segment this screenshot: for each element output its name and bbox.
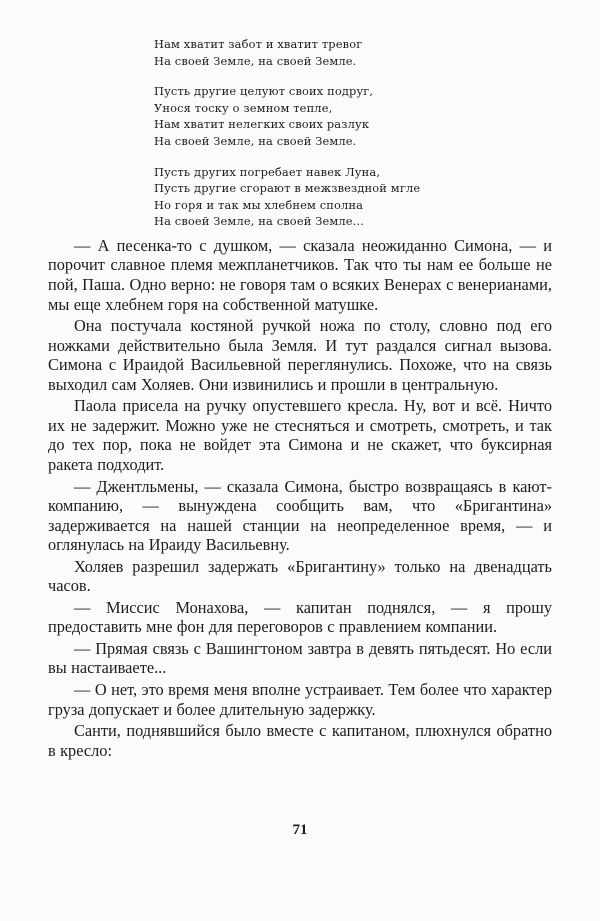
body-text bbox=[48, 236, 552, 760]
book-page bbox=[48, 36, 552, 916]
verse-line: На своей Земле, на своей Земле. bbox=[154, 133, 357, 148]
paragraph-signal-call: Она постучала костяной ручкой ножа по столу, словно под его ножками действительно была Земля. И тут раздался сигнал вызова. Симона с Ираидой Васильевной переглянулись. Похоже, что на связь выходил сам Холяев. Они извинились и прошли в центральную. bbox=[48, 316, 552, 394]
paragraph-simona-song-remark: — А песенка-то с душком, — сказала неожиданно Симона, — и порочит славное племя межпланетчиков. Так что ты нам ее больше не пой, Паша. Одно верно: не говоря там о всяких Венерах с венерианами, мы еще хлебнем горя на собственной матушке. bbox=[48, 235, 552, 314]
verse-line: Нам хватит забот и хватит тревог bbox=[154, 37, 363, 51]
verse-line: Но горя и так мы хлебнем сполна bbox=[154, 197, 364, 212]
paragraph-paola: Паола присела на ручку опустевшего кресла. Ну, вот и всё. Ничто их не задержит. Можно уже не стесняться и смотреть, смотреть, и так до тех пор, пока не войдет эта Симона и не скажет, что буксирная ракета подходит. bbox=[48, 396, 552, 474]
song-verses bbox=[154, 36, 552, 230]
page-number: 71 bbox=[292, 822, 308, 838]
verse-line: Пусть другие сгорают в межзвездной мгле bbox=[154, 181, 421, 196]
verse-line: Пусть другие целуют своих подруг, bbox=[154, 84, 374, 99]
paragraph-washington: — Прямая связь с Вашингтоном завтра в девять пятьдесят. Но если вы настаиваете... bbox=[48, 638, 552, 678]
paragraph-holyaev: Холяев разрешил задержать «Бригантину» только на двенадцать часов. bbox=[48, 556, 552, 596]
paragraph-delay-ok: — О нет, это время меня вполне устраивает. Тем более что характер груза допускает и более длительную задержку. bbox=[48, 679, 552, 719]
verse-line: Пусть других погребает навек Луна, bbox=[154, 164, 381, 179]
paragraph-santi: Санти, поднявшийся было вместе с капитаном, плюхнулся обратно в кресло: bbox=[48, 721, 552, 760]
verse-line: Унося тоску о земном тепле, bbox=[154, 100, 333, 115]
verse-line: На своей Земле, на своей Земле. bbox=[154, 53, 357, 68]
paragraph-captain: — Миссис Монахова, — капитан поднялся, — я прошу предоставить мне фон для переговоров с правлением компании. bbox=[48, 597, 552, 637]
verse-line: На своей Земле, на своей Земле... bbox=[154, 214, 364, 229]
stanza-3 bbox=[154, 164, 552, 230]
stanza-2 bbox=[154, 83, 552, 149]
stanza-1 bbox=[154, 36, 552, 69]
verse-line: Нам хватит нелегких своих разлук bbox=[154, 117, 370, 132]
paragraph-gentlemen: — Джентльмены, — сказала Симона, быстро возвращаясь в кают-компанию, — вынуждена сообщить вам, что «Бригантина» задерживается на нашей станции на неопределенное время, — и оглянулась на Ираиду Васильевну. bbox=[48, 476, 552, 555]
